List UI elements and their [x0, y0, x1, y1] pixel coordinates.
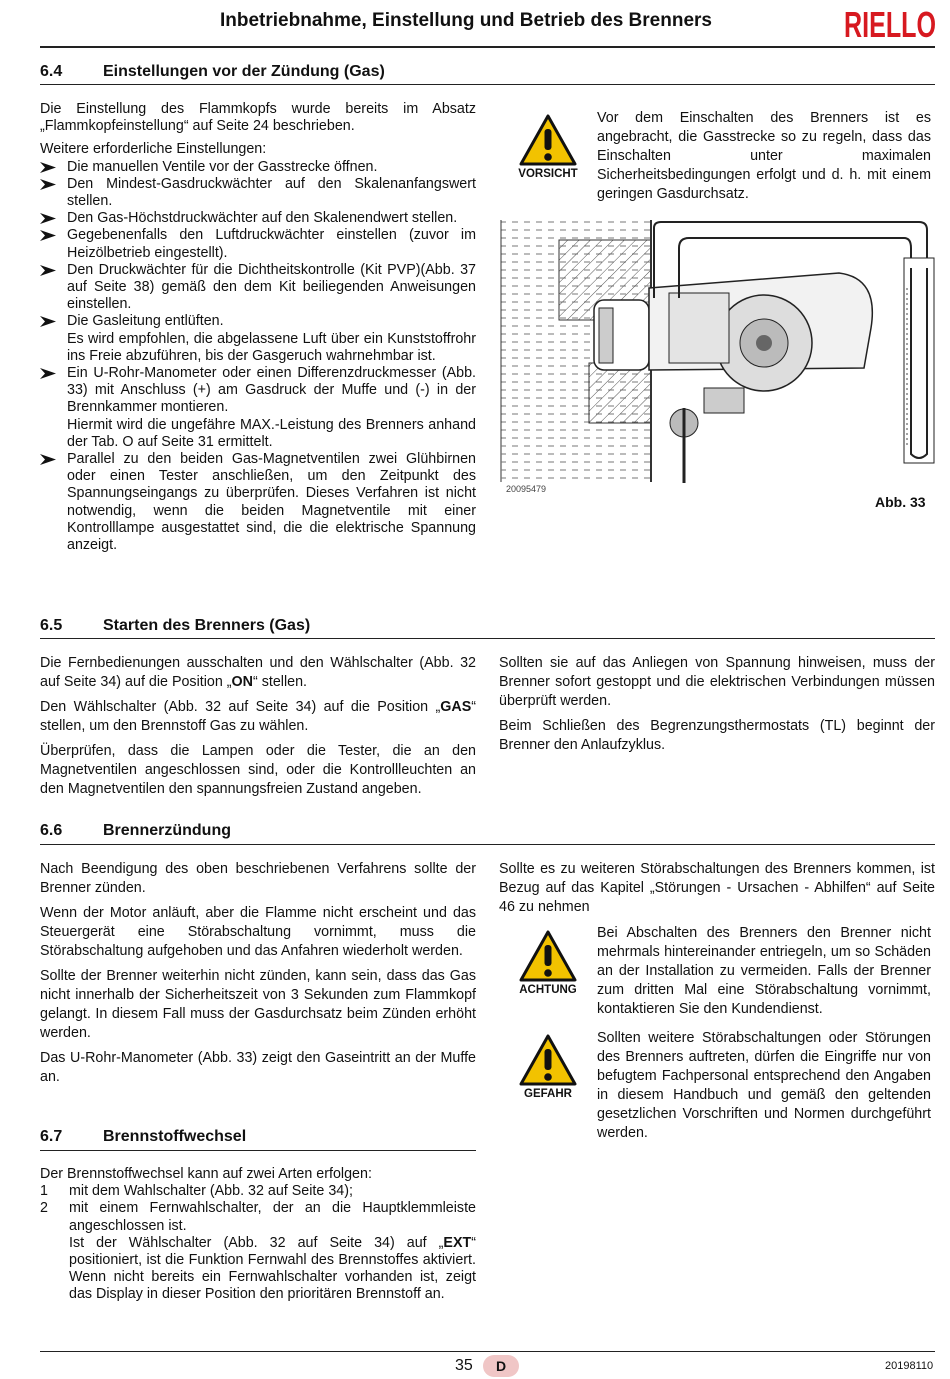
- section-number: 6.5: [40, 617, 63, 634]
- section-6-6-left: [40, 860, 476, 1093]
- warning-label: VORSICHT: [518, 168, 578, 180]
- header-rule: [40, 46, 935, 48]
- numbered-item: 1 mit dem Wahlschalter (Abb. 32 auf Seite 34);: [40, 1183, 353, 1200]
- arrow-bullet-icon: [40, 316, 56, 327]
- numbered-item: 2 mit einem Fernwahlschalter, der an die Hauptklemmleiste angeschlossen ist. Ist der Wählschalter (Abb. 32 auf Seite 34) auf „EXT“ positioniert, ist die Funktion Fernwahl des Brennstoffes aktiviert. Wenn nicht bereits ein Fernwahlschalter vorhanden ist, zeigt das Display in dieser Position den prioritären Brennstoff an.: [40, 1200, 476, 1303]
- arrow-bullet-icon: [40, 454, 56, 465]
- list-item-continuation: Hiermit wird die ungefähre MAX.-Leistung des Brenners anhand der Tab. O auf Seite 31 ermittelt.: [67, 416, 476, 450]
- keyword: ON: [231, 674, 253, 690]
- paragraph: Den Wählschalter (Abb. 32 auf Seite 34) auf die Position „GAS“ stellen, um den Brennstoff Gas zu wählen.: [40, 699, 476, 734]
- list-item-text: Ein U-Rohr-Manometer oder einen Differenzdruckmesser (Abb. 33) mit Anschluss (+) am Gasdruck der Muffe und (-) in der Brennkammer montieren.: [67, 365, 476, 416]
- riello-logo: [843, 4, 938, 42]
- paragraph: Weitere erforderliche Einstellungen:: [40, 141, 267, 158]
- arrow-bullet-icon: [40, 230, 56, 241]
- paragraph: Wenn der Motor anläuft, aber die Flamme nicht erscheint und das Steuergerät eine Störabschaltung vornimmt, muss die Störabschaltung aufgehoben und das Anfahren wiederholt werden.: [40, 905, 476, 959]
- paragraph: Überprüfen, dass die Lampen oder die Tester, die an den Magnetventilen angeschlossen sind, oder die Kontrollleuchten an den Magnetventilen den spannungsfreien Zustand angeben.: [40, 743, 476, 797]
- list-item-text: Den Gas-Höchstdruckwächter auf den Skalenendwert stellen.: [67, 210, 458, 227]
- list-item: [40, 451, 476, 554]
- section-title: Brennerzündung: [103, 822, 231, 839]
- paragraph: Die Einstellung des Flammkopfs wurde bereits im Absatz „Flammkopfeinstellung“ auf Seite 24 beschrieben.: [40, 101, 476, 135]
- paragraph: Beim Schließen des Begrenzungsthermostats (TL) beginnt der Brenner den Anlaufzyklus.: [499, 718, 935, 753]
- warning-triangle-icon: [519, 930, 577, 982]
- warning-label: GEFAHR: [524, 1088, 572, 1100]
- svg-text:RIELLO: RIELLO: [844, 4, 936, 42]
- paragraph: Nach Beendigung des oben beschriebenen Verfahrens sollte der Brenner zünden.: [40, 861, 476, 896]
- list-item-continuation: Es wird empfohlen, die abgelassene Luft über ein Kunststoffrohr ins Freie abzuführen, bis der Gasgeruch wahrnehmbar ist.: [67, 330, 476, 364]
- section-title: Starten des Brenners (Gas): [103, 617, 311, 634]
- keyword: EXT: [443, 1234, 472, 1251]
- bullet-list: [40, 159, 476, 555]
- warning-danger: [510, 1034, 586, 1100]
- list-item-text: Den Druckwächter für die Dichtheitskontrolle (Kit PVP)(Abb. 37 auf Seite 38) gemäß den dem Kit beiliegenden Anweisungen einstellen.: [67, 261, 476, 313]
- list-item-text: Die manuellen Ventile vor der Gasstrecke öffnen.: [67, 158, 378, 175]
- list-item-text: Parallel zu den beiden Gas-Magnetventilen zwei Glühbirnen oder einen Tester anschließen, um den Zeitpunkt des Spannungseingangs zu überprüfen. Dieses Verfahren ist nicht notwendig, wenn die beiden Magnetventile mit einer Kontrolllampe ausgestattet sind, die die elektrische Spannung anzeigt.: [67, 451, 476, 554]
- section-6-6-right: Sollte es zu weiteren Störabschaltungen des Brenners kommen, ist Bezug auf das Kapitel „Störungen - Ursachen - Abhilfen“ auf Seite 46 zu nehmen: [499, 861, 935, 915]
- section-6-5-right: [499, 654, 935, 761]
- paragraph: Die Fernbedienungen ausschalten und den Wählschalter (Abb. 32 auf Seite 34) auf die Position „ON“ stellen.: [40, 655, 476, 690]
- language-badge: D: [483, 1355, 519, 1377]
- warning-text: Bei Abschalten des Brenners den Brenner nicht mehrmals hintereinander entriegeln, um so Schäden an der Installation zu vermeiden. Falls der Brenner zum dritten Mal eine Störabschaltung vornimmt, kontaktieren Sie den Kundendienst.: [597, 925, 931, 1017]
- figure-code: 20095479: [506, 484, 547, 494]
- footer-rule: [40, 1351, 935, 1352]
- arrow-bullet-icon: [40, 179, 56, 190]
- warning-text: Vor dem Einschalten des Brenners ist es angebracht, die Gasstrecke so zu regeln, dass das Einschalten unter maximalen Sicherheitsbedingungen erfolgt und d. h. mit einem geringen Gasdurchsatz.: [597, 110, 931, 202]
- list-item: [40, 262, 476, 314]
- paragraph: Sollten sie auf das Anliegen von Spannung hinweisen, muss der Brenner sofort gestoppt und die elektrischen Verbindungen müssen überprüft werden.: [499, 655, 935, 709]
- paragraph: Das U-Rohr-Manometer (Abb. 33) zeigt den Gaseintritt an der Muffe an.: [40, 1050, 476, 1085]
- list-item: [40, 176, 476, 210]
- list-item-text: Den Mindest-Gasdruckwächter auf den Skalenanfangswert stellen.: [67, 175, 476, 210]
- arrow-bullet-icon: [40, 368, 56, 379]
- section-rule: [40, 1150, 476, 1151]
- warning-triangle-icon: [519, 1034, 577, 1086]
- arrow-bullet-icon: [40, 265, 56, 276]
- section-6-5-left: [40, 654, 476, 805]
- numbered-item-continuation: Ist der Wählschalter (Abb. 32 auf Seite 34) auf „EXT“ positioniert, ist die Funktion Fernwahl des Brennstoffes aktiviert. Wenn nicht bereits ein Fernwahlschalter vorhanden ist, zeigt das Display in dieser Position den prioritären Brennstoff an.: [69, 1234, 476, 1303]
- section-rule: [40, 844, 935, 845]
- warning-label: ACHTUNG: [519, 984, 577, 996]
- page-number: 35: [455, 1357, 473, 1374]
- page-header-title: Inbetriebnahme, Einstellung und Betrieb des Brenners: [220, 10, 712, 31]
- section-rule: [40, 84, 935, 85]
- list-item: [40, 365, 476, 451]
- section-title: Brennstoffwechsel: [103, 1128, 247, 1145]
- figure-label: Abb. 33: [875, 494, 926, 510]
- list-item-text: Die Gasleitung entlüften.: [67, 313, 224, 330]
- list-item-text: Gegebenenfalls den Luftdruckwächter einstellen (zuvor im Heizölbetrieb eingestellt).: [67, 227, 476, 261]
- warning-text: Sollten weitere Störabschaltungen oder Störungen des Brenners auftreten, dürfen die Eingriffe nur von befugtem Fachpersonal entsprechend den Angaben in diesem Handbuch und gemäß den geltenden gesetzlichen Vorschriften und Normen durchgeführt werden.: [597, 1030, 931, 1141]
- warning-attention: [510, 930, 586, 996]
- list-item: [40, 313, 476, 365]
- section-title: Einstellungen vor der Zündung (Gas): [103, 63, 385, 80]
- warning-triangle-icon: [519, 114, 577, 166]
- arrow-bullet-icon: [40, 162, 56, 173]
- list-item: [40, 210, 476, 227]
- list-item: [40, 227, 476, 261]
- section-rule: [40, 638, 935, 639]
- paragraph: Sollte der Brenner weiterhin nicht zünden, kann sein, dass das Gas nicht innerhalb der Sicherheitszeit von 3 Sekunden zum Flammkopf gelangt. In diesem Fall muss der Gasdurchsatz beim Zünden erhöht werden.: [40, 968, 476, 1041]
- section-number: 6.6: [40, 822, 63, 839]
- burner-installation-figure: [499, 218, 935, 498]
- keyword: GAS: [440, 699, 472, 715]
- list-item: [40, 159, 476, 176]
- paragraph: Der Brennstoffwechsel kann auf zwei Arten erfolgen:: [40, 1166, 372, 1182]
- document-code: 20198110: [885, 1360, 934, 1372]
- arrow-bullet-icon: [40, 213, 56, 224]
- section-6-4-body: [40, 101, 476, 554]
- section-6-7-body: [40, 1166, 476, 1304]
- section-number: 6.7: [40, 1128, 63, 1145]
- warning-caution: [510, 114, 586, 180]
- section-number: 6.4: [40, 63, 63, 80]
